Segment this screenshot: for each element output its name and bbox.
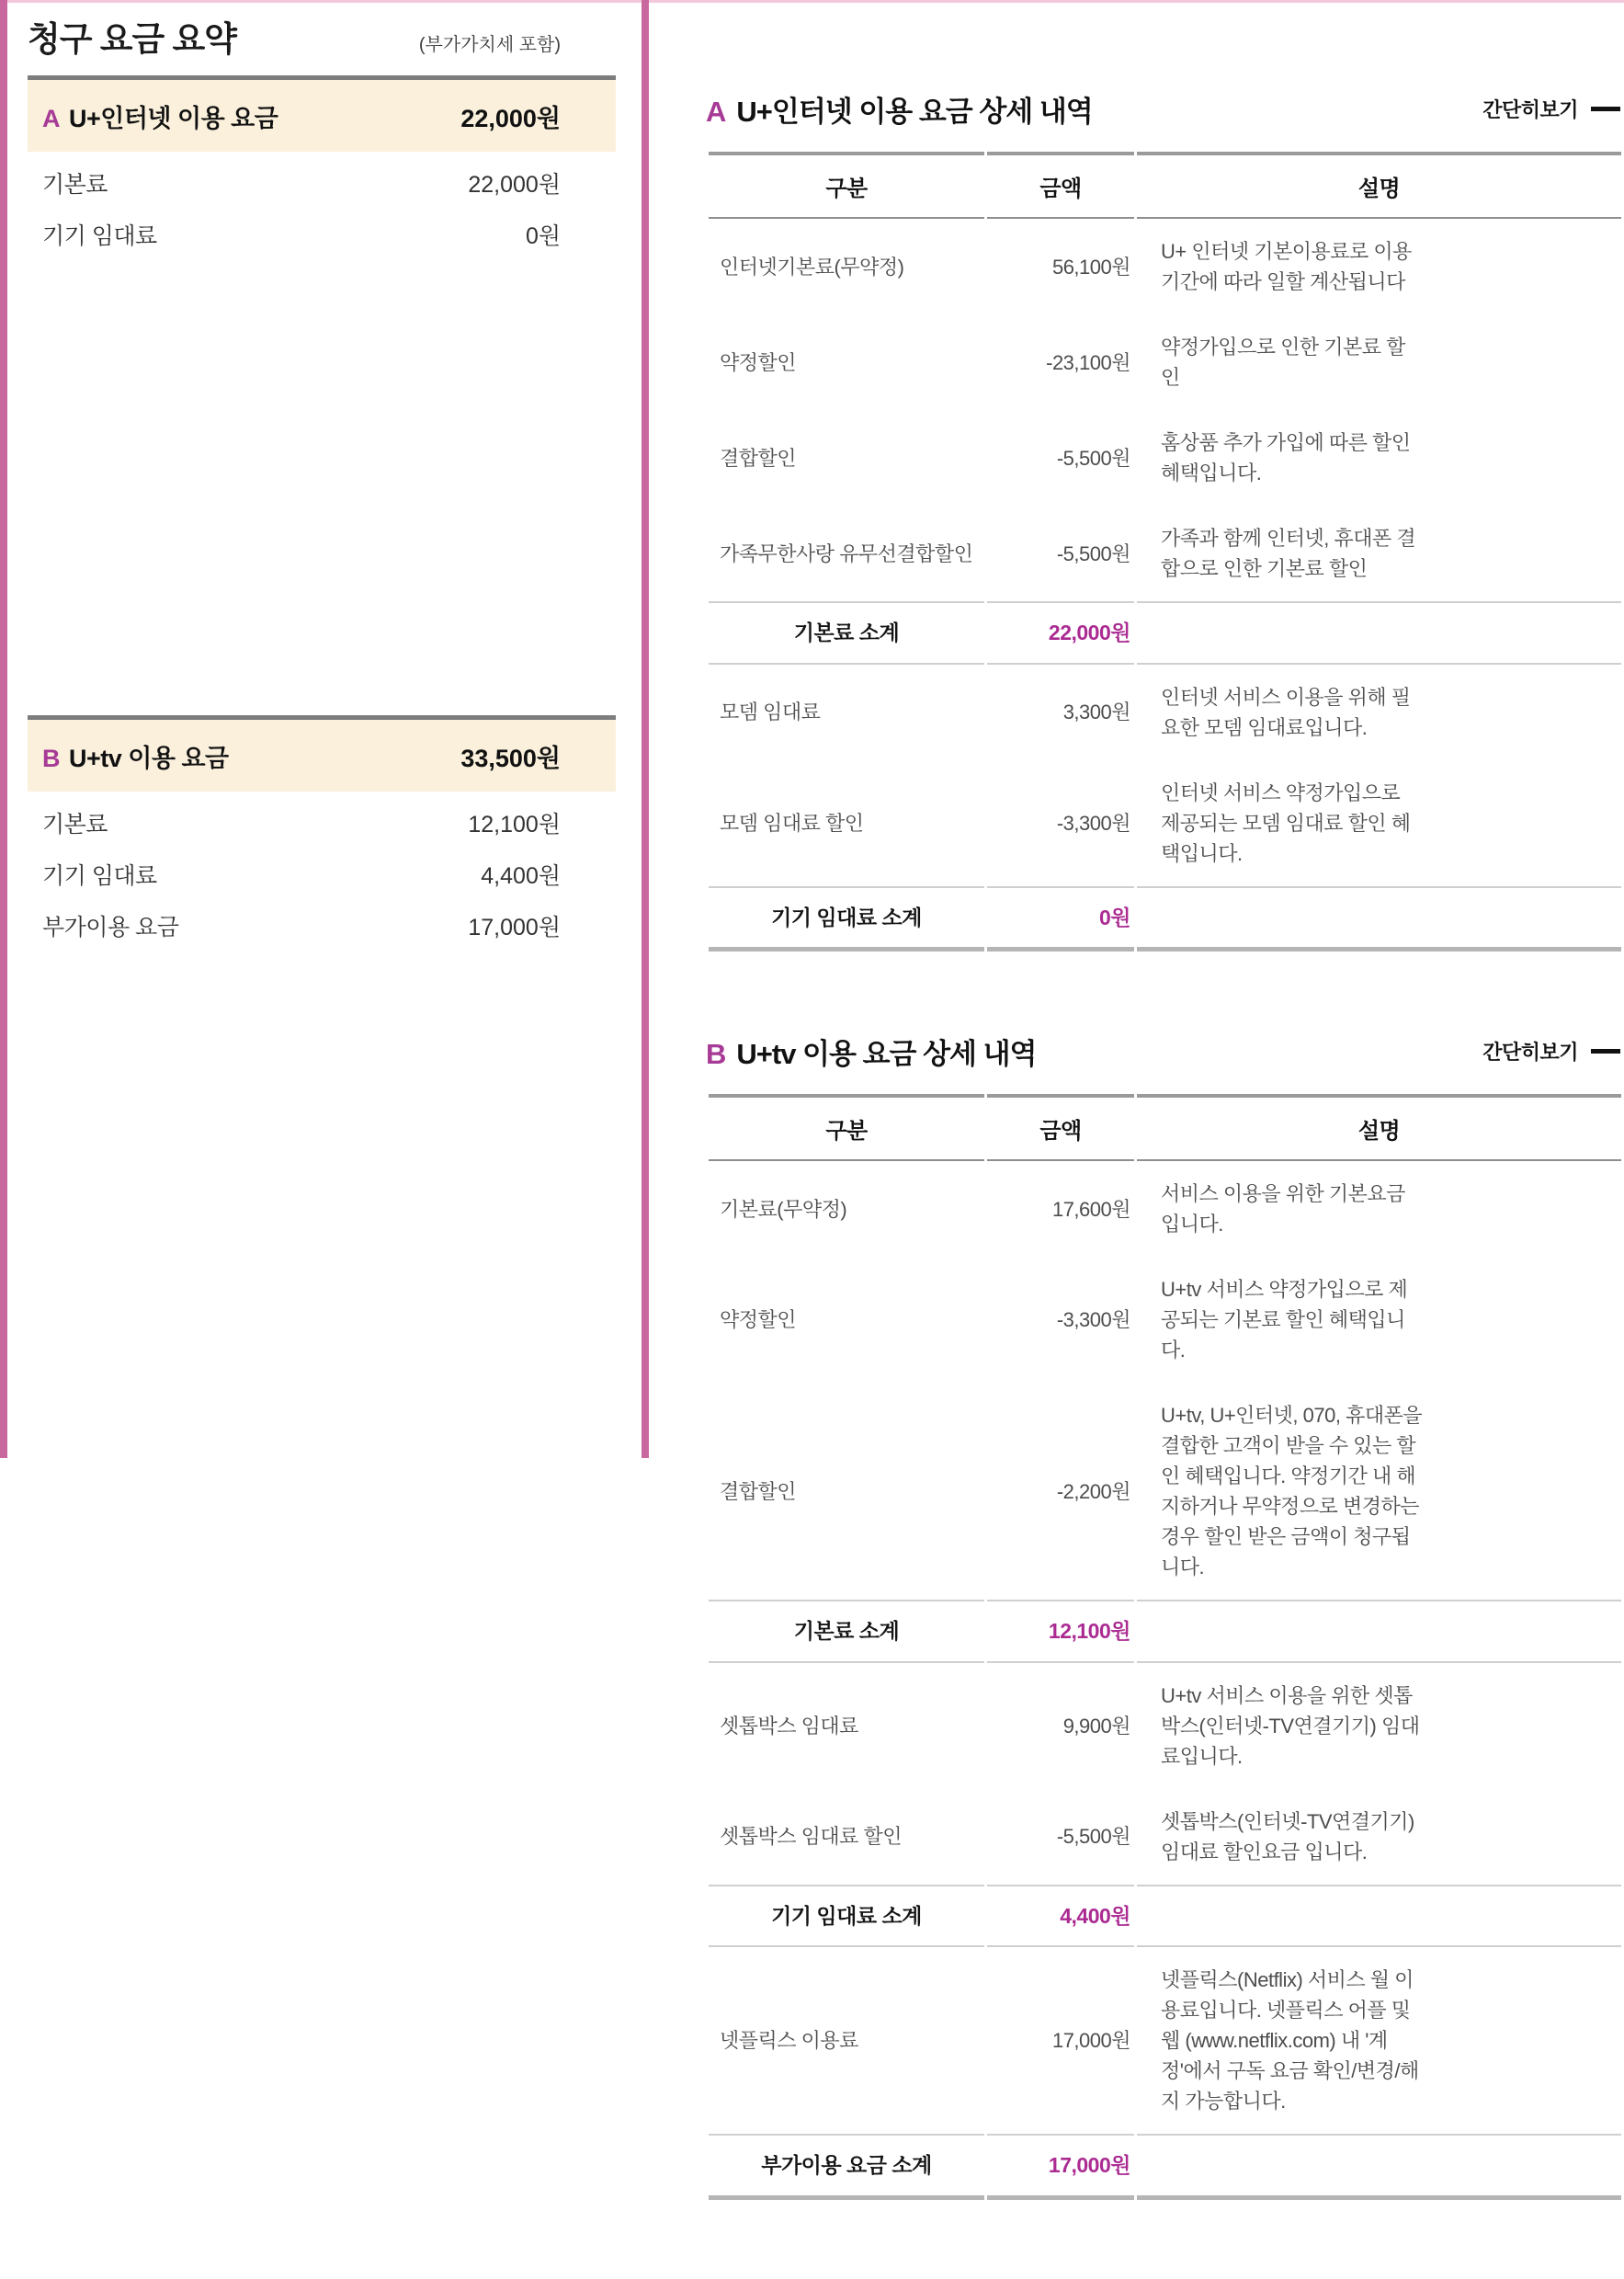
detail-row-label: 결합할인 <box>720 1479 797 1503</box>
summary-title: 청구 요금 요약 <box>28 20 237 58</box>
top-divider-line <box>0 0 1624 3</box>
summary-row-value: 12,100원 <box>468 812 561 838</box>
detail-row-label: 기본료 소계 <box>709 1600 984 1663</box>
section-badge: A <box>706 96 726 128</box>
detail-row-description: U+ 인터넷 기본이용료로 이용기간에 따라 일할 계산됩니다 <box>1161 240 1412 293</box>
detail-section-header <box>706 1031 1624 1072</box>
detail-row-amount: 17,000원 <box>987 2134 1134 2200</box>
summary-row <box>28 849 616 900</box>
detail-row-amount: 56,100원 <box>1051 255 1130 279</box>
detail-row-label: 셋톱박스 임대료 <box>720 1714 858 1738</box>
minus-icon <box>1591 1049 1620 1054</box>
detail-row-description: 인터넷 서비스 이용을 위해 필요한 모뎀 임대료입니다. <box>1161 685 1411 739</box>
detail-title-text: U+인터넷 이용 요금 상세 내역 <box>736 96 1093 128</box>
detail-row-label: 기본료 소계 <box>709 601 984 665</box>
summary-row <box>28 157 616 209</box>
section-badge: B <box>706 1038 726 1070</box>
detail-row <box>709 219 1621 314</box>
detail-row-description <box>1137 886 1621 952</box>
detail-row-label: 인터넷기본료(무약정) <box>720 255 904 279</box>
collapse-toggle-button[interactable] <box>1482 1037 1624 1065</box>
detail-row-description: 약정가입으로 인한 기본료 할인 <box>1161 336 1405 389</box>
detail-section-header <box>706 88 1624 130</box>
detail-row-amount: 9,900원 <box>1062 1714 1130 1738</box>
collapse-label: 간단히보기 <box>1482 1041 1578 1064</box>
detail-row-label: 모뎀 임대료 <box>720 701 821 724</box>
column-header-amount: 금액 <box>987 1094 1134 1161</box>
summary-row-label: 부가이용 요금 <box>42 915 179 940</box>
detail-row <box>709 506 1621 601</box>
detail-row-amount: 17,000원 <box>1051 2029 1130 2052</box>
detail-row-label: 결합할인 <box>720 446 797 470</box>
vat-note: (부가가치세 포함) <box>418 35 561 55</box>
detail-row-description: 가족과 함께 인터넷, 휴대폰 결합으로 인한 기본료 할인 <box>1161 527 1416 580</box>
detail-row <box>709 1383 1621 1600</box>
section-badge: B <box>42 744 60 772</box>
detail-table <box>706 152 1624 951</box>
detail-section-title <box>706 88 1093 130</box>
summary-section-header <box>28 80 616 152</box>
detail-row <box>709 1947 1621 2134</box>
charge-details-panel <box>706 88 1624 2279</box>
summary-row-value: 0원 <box>525 223 561 249</box>
summary-header <box>28 11 616 61</box>
detail-table-header-row <box>709 1094 1621 1161</box>
detail-table-header-row <box>709 152 1621 219</box>
detail-row-description: 홈상품 추가 가입에 따른 할인 혜택입니다. <box>1161 431 1411 484</box>
summary-row <box>28 900 616 951</box>
detail-row <box>709 2134 1621 2200</box>
detail-row-label: 셋톱박스 임대료 할인 <box>720 1825 902 1848</box>
panel-divider-bar <box>642 0 649 1458</box>
detail-row-amount: 4,400원 <box>987 1885 1134 1948</box>
detail-row-amount: 12,100원 <box>987 1600 1134 1663</box>
detail-row <box>709 1663 1621 1789</box>
detail-row-amount: 0원 <box>987 886 1134 952</box>
detail-row <box>709 601 1621 665</box>
detail-row-description <box>1137 1600 1621 1663</box>
detail-row <box>709 1600 1621 1663</box>
detail-row-amount: -3,300원 <box>1056 811 1130 835</box>
detail-row-label: 약정할인 <box>720 350 797 374</box>
summary-row-label: 기기 임대료 <box>42 223 157 249</box>
detail-table <box>706 1094 1624 2200</box>
summary-row-value: 22,000원 <box>468 172 561 198</box>
section-title: U+인터넷 이용 요금 <box>69 104 278 132</box>
detail-row-label: 모뎀 임대료 할인 <box>720 811 864 835</box>
detail-row-label: 기기 임대료 소계 <box>709 1885 984 1948</box>
detail-row-amount: -23,100원 <box>1046 350 1130 374</box>
summary-row <box>28 797 616 849</box>
detail-row-amount: -5,500원 <box>1056 541 1130 565</box>
summary-row-label: 기본료 <box>42 812 108 838</box>
summary-section <box>28 75 616 260</box>
detail-section <box>706 88 1624 951</box>
summary-section-header <box>28 720 616 792</box>
detail-row-amount: -5,500원 <box>1056 446 1130 470</box>
left-accent-bar <box>0 0 7 1458</box>
column-header-category: 구분 <box>709 152 984 219</box>
detail-row-label: 기본료(무약정) <box>720 1197 847 1221</box>
detail-row-amount: -5,500원 <box>1056 1825 1130 1848</box>
column-header-description: 설명 <box>1137 152 1621 219</box>
section-badge: A <box>42 104 60 132</box>
detail-row-amount: 22,000원 <box>987 601 1134 665</box>
detail-row-description <box>1137 2134 1621 2200</box>
detail-row-description: U+tv 서비스 이용을 위한 셋톱박스(인터넷-TV연결기기) 임대료입니다. <box>1161 1683 1420 1768</box>
detail-row <box>709 1789 1621 1885</box>
summary-row-value: 17,000원 <box>468 915 561 940</box>
detail-row-description: 셋톱박스(인터넷-TV연결기기) 임대료 할인요금 입니다. <box>1161 1809 1414 1863</box>
detail-row <box>709 1885 1621 1948</box>
summary-row-label: 기기 임대료 <box>42 863 157 889</box>
collapse-label: 간단히보기 <box>1482 98 1578 121</box>
detail-row-description: 넷플릭스(Netflix) 서비스 월 이용료입니다. 넷플릭스 어플 및 웹 (www.netflix.com) 내 '계정'에서 구독 요금 확인/변경/해지 가능합니다. <box>1161 1968 1419 2113</box>
detail-row <box>709 665 1621 760</box>
detail-title-text: U+tv 이용 요금 상세 내역 <box>736 1038 1037 1070</box>
detail-row-description: 인터넷 서비스 약정가입으로 제공되는 모뎀 임대료 할인 혜택입니다. <box>1161 781 1411 865</box>
detail-row-amount: -2,200원 <box>1056 1479 1130 1503</box>
detail-section-title <box>706 1031 1036 1072</box>
section-title: U+tv 이용 요금 <box>69 744 229 772</box>
detail-row-description <box>1137 1885 1621 1948</box>
summary-row-label: 기본료 <box>42 172 108 198</box>
detail-row <box>709 886 1621 952</box>
detail-row <box>709 1161 1621 1257</box>
collapse-toggle-button[interactable] <box>1482 95 1624 123</box>
detail-row <box>709 1257 1621 1383</box>
detail-row-amount: 3,300원 <box>1062 701 1130 724</box>
summary-row <box>28 209 616 260</box>
section-total-amount: 22,000원 <box>460 104 561 132</box>
column-header-amount: 금액 <box>987 152 1134 219</box>
detail-row-amount: -3,300원 <box>1056 1308 1130 1331</box>
detail-row-description: 서비스 이용을 위한 기본요금 입니다. <box>1161 1182 1405 1236</box>
detail-row-label: 넷플릭스 이용료 <box>720 2029 858 2052</box>
summary-section <box>28 715 616 951</box>
detail-section <box>706 1031 1624 2200</box>
detail-row-description: U+tv, U+인터넷, 070, 휴대폰을 결합한 고객이 받을 수 있는 할인 혜택입니다. 약정기간 내 해지하거나 무약정으로 변경하는 경우 할인 받은 금액이 청구됩니다. <box>1161 1404 1423 1578</box>
detail-row-label: 기기 임대료 소계 <box>709 886 984 952</box>
billing-summary-panel <box>28 11 616 940</box>
detail-row-label: 부가이용 요금 소계 <box>709 2134 984 2200</box>
detail-row <box>709 760 1621 886</box>
summary-row-value: 4,400원 <box>481 863 561 889</box>
detail-row-description: U+tv 서비스 약정가입으로 제공되는 기본료 할인 혜택입니다. <box>1161 1278 1408 1362</box>
detail-row-description <box>1137 601 1621 665</box>
detail-row-label: 가족무한사랑 유무선결합할인 <box>720 541 973 565</box>
column-header-category: 구분 <box>709 1094 984 1161</box>
section-total-amount: 33,500원 <box>460 744 561 772</box>
detail-row-amount: 17,600원 <box>1051 1197 1130 1221</box>
minus-icon <box>1591 107 1620 111</box>
detail-row <box>709 314 1621 410</box>
detail-row-label: 약정할인 <box>720 1308 797 1331</box>
detail-row <box>709 410 1621 506</box>
column-header-description: 설명 <box>1137 1094 1621 1161</box>
